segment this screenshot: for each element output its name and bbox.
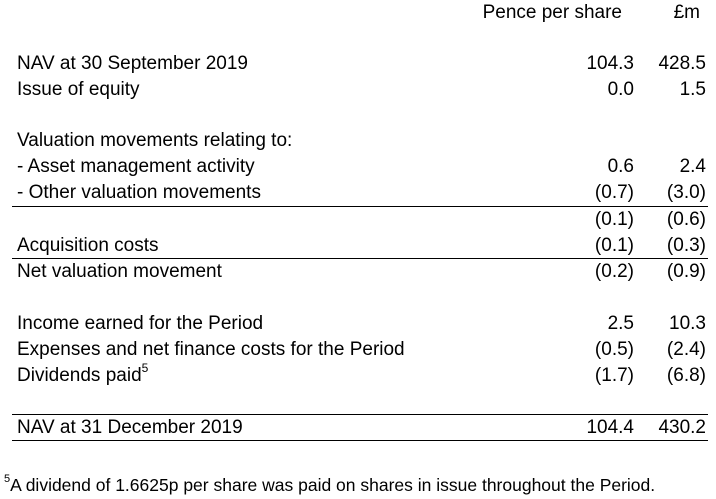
row-pence-value: (0.5) <box>594 339 634 360</box>
row-pence-value: (0.1) <box>594 209 634 230</box>
footnote-reference: 5 <box>141 360 149 375</box>
row-pence-value: (0.7) <box>594 182 634 203</box>
row-gbp-value: 1.5 <box>679 79 706 100</box>
footnote-marker: 5 <box>4 473 11 486</box>
row-label <box>17 360 149 389</box>
row-gbp-value: (0.6) <box>666 209 706 230</box>
row-label: NAV at 31 December 2019 <box>17 417 243 438</box>
row-pence-value: 104.4 <box>586 417 634 438</box>
row-pence-value: 0.0 <box>607 79 634 100</box>
table-row-asset-management <box>12 154 708 180</box>
row-gbp-value: 428.5 <box>658 53 706 74</box>
footnote <box>4 474 655 496</box>
row-gbp-value: (6.8) <box>666 365 706 386</box>
row-label: Expenses and net finance costs for the Period <box>17 339 405 360</box>
row-gbp-value: (3.0) <box>666 182 706 203</box>
table-row-nav-closing <box>12 415 708 441</box>
table-row-other-valuation <box>12 180 708 206</box>
footnote-text: A dividend of 1.6625p per share was paid on shares in issue throughout the Period. <box>10 475 656 495</box>
row-label-text: Dividends paid <box>17 365 142 386</box>
row-label: Valuation movements relating to: <box>17 130 293 151</box>
table-row-valuation-subtotal <box>12 207 708 233</box>
row-pence-value: (1.7) <box>594 365 634 386</box>
row-pence-value: 104.3 <box>586 53 634 74</box>
header-gbp-millions: £m <box>673 2 700 23</box>
row-label: Acquisition costs <box>17 235 159 256</box>
table-header-row <box>12 0 708 26</box>
row-pence-value: (0.2) <box>594 261 634 282</box>
row-label: Issue of equity <box>17 79 140 100</box>
row-gbp-value: 2.4 <box>679 156 706 177</box>
divider <box>12 440 708 441</box>
header-pence-per-share: Pence per share <box>482 2 622 23</box>
row-gbp-value: (0.9) <box>666 261 706 282</box>
row-gbp-value: (0.3) <box>666 235 706 256</box>
row-pence-value: 0.6 <box>607 156 634 177</box>
table-row-nav-opening <box>12 51 708 77</box>
table-row-issue-of-equity <box>12 77 708 103</box>
table-row-net-valuation <box>12 259 708 285</box>
row-label: Net valuation movement <box>17 261 222 282</box>
row-label: - Asset management activity <box>17 156 255 177</box>
row-label: NAV at 30 September 2019 <box>17 53 248 74</box>
row-gbp-value: (2.4) <box>666 339 706 360</box>
row-label: - Other valuation movements <box>17 182 261 203</box>
table-row-income-earned <box>12 311 708 337</box>
table-row-expenses <box>12 337 708 363</box>
table-row-dividends-paid <box>12 360 708 389</box>
row-gbp-value: 10.3 <box>669 313 706 334</box>
row-gbp-value: 430.2 <box>658 417 706 438</box>
table-row-acquisition-costs <box>12 233 708 259</box>
row-label: Income earned for the Period <box>17 313 264 334</box>
table-row-valuation-heading <box>12 128 708 154</box>
row-pence-value: (0.1) <box>594 235 634 256</box>
row-pence-value: 2.5 <box>607 313 634 334</box>
